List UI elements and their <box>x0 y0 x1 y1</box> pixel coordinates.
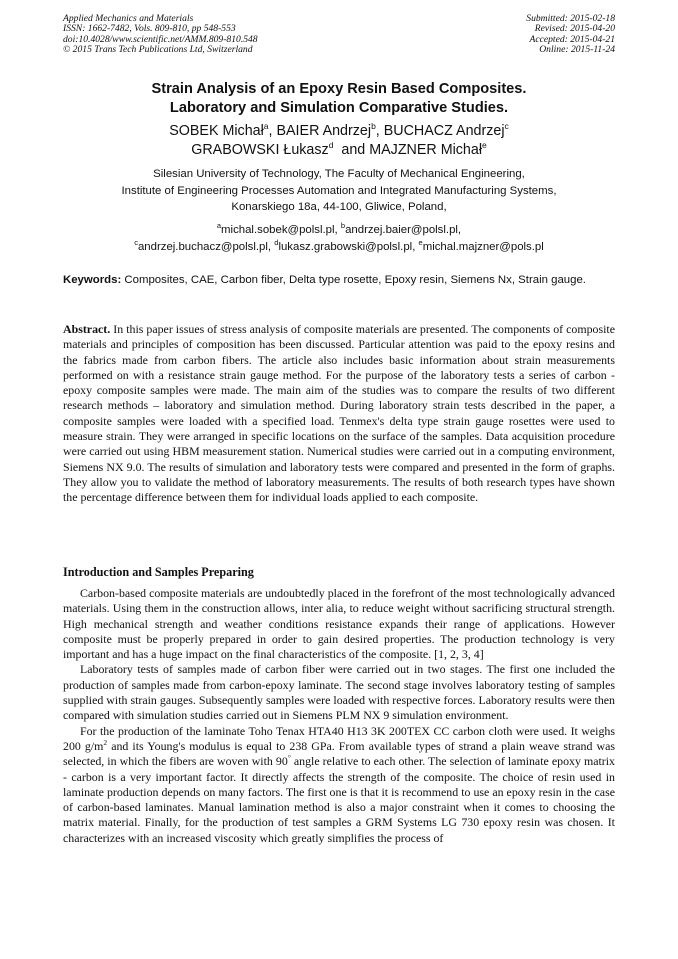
author-mark: c <box>504 121 509 131</box>
title-line-2: Laboratory and Simulation Comparative Studies. <box>169 99 509 116</box>
affiliation <box>40 166 638 216</box>
author-list <box>40 122 638 160</box>
author-mark: b <box>371 121 376 131</box>
section-heading: Introduction and Samples Preparing <box>63 565 254 579</box>
superscript: ° <box>287 753 291 763</box>
author-mark: e <box>482 140 487 150</box>
author-name: MAJZNER Michał <box>369 142 483 158</box>
keywords-label: Keywords: <box>63 274 122 286</box>
author-name: GRABOWSKI Łukasz <box>191 142 329 158</box>
publication-dates <box>526 14 615 56</box>
email-address[interactable]: michal.sobek@polsl.pl, <box>221 224 338 236</box>
email-mark: d <box>274 237 279 247</box>
author-mark: a <box>263 121 269 131</box>
date-revised: Revised: 2015-04-20 <box>534 23 615 35</box>
journal-name: Applied Mechanics and Materials <box>63 13 194 24</box>
email-address[interactable]: andrzej.baier@polsl.pl, <box>345 224 462 236</box>
author-name: BUCHACZ Andrzej <box>383 123 505 139</box>
title-line-1: Strain Analysis of an Epoxy Resin Based Composites. <box>151 81 527 97</box>
author-name: SOBEK Michał <box>169 123 264 139</box>
date-online: Online: 2015-11-24 <box>539 44 615 56</box>
author-emails <box>40 222 638 255</box>
affiliation-line-2: Institute of Engineering Processes Automation and Integrated Manufacturing Systems, <box>121 184 557 197</box>
section-body <box>63 586 615 846</box>
author-conjunction: and <box>341 142 366 158</box>
email-mark: e <box>418 237 423 247</box>
keywords-text: Composites, CAE, Carbon fiber, Delta type rosette, Epoxy resin, Siemens Nx, Strain gauge. <box>124 274 586 286</box>
email-address[interactable]: andrzej.buchacz@polsl.pl, <box>137 240 272 253</box>
author-line-2 <box>40 141 638 160</box>
date-submitted: Submitted: 2015-02-18 <box>526 13 615 24</box>
abstract-text: In this paper issues of stress analysis of composite materials are presented. The components of composite materials and principles of composition has been discussed. Particular attention was paid to the epoxy resins and the fabrics made from carbon fibers. The article also includes basic information about strain measurements performed on with a resistance strain gauge method. For the purpose of the laboratory tests a series of carbon - epoxy composite samples were made. The main aim of the studies was to compare the results of two different research methods – laboratory and simulation method. During laboratory strain tests described in the paper, a composite samples were loaded with a specified load. Tenmex's delta type strain gauge rosettes were used to measure strain. They were arranged in specific locations on the surface of the samples. Data acquisition procedure were carried out using HBM measurement station. Numerical studies were carried out in a computing environment, Siemens NX 9.0. The results of simulation and laboratory tests were compared and presented in the form of graphs. They allow you to validate the method of laboratory measurements. The results of both research types have shown the percentage difference between them for individual loads applied to each composite. <box>63 322 615 505</box>
paragraph: Laboratory tests of samples made of carbon fiber were carried out in two stages. The first one included the production of samples made from carbon-epoxy laminate. The second stage involves laboratory testing of samples supplied with strain gauges. Subsequently samples were loaded with respective forces. Laboratory results were then compared with simulation studies carried out in Siemens PLM NX 9 simulation environment. <box>63 662 615 723</box>
email-line-1 <box>40 222 638 239</box>
paragraph <box>63 724 615 846</box>
email-line-2 <box>40 239 638 256</box>
email-mark: a <box>216 221 222 230</box>
email-address[interactable]: lukasz.grabowski@polsl.pl, <box>278 240 416 253</box>
affiliation-line-1: Silesian University of Technology, The Faculty of Mechanical Engineering, <box>153 168 525 180</box>
abstract-label: Abstract. <box>63 322 111 336</box>
email-mark: c <box>134 237 138 247</box>
abstract <box>63 322 615 506</box>
email-address[interactable]: michal.majzner@pols.pl <box>422 240 544 253</box>
superscript: 2 <box>103 737 108 747</box>
paragraph: Carbon-based composite materials are undoubtedly placed in the forefront of the most technologically advanced materials. Using them in the construction allows, inter alia, to reduce weight without sacrificing structural strength. High mechanical strength and weather conditions resistance expands their range of applications. However composite must be properly prepared in order to gain desired properties. The production technology is very important and has a huge impact on the final characteristics of the composite. [1, 2, 3, 4] <box>63 586 615 662</box>
paragraph-text: angle relative to each other. The selection of laminate epoxy matrix - carbon is a very important factor. It directly affects the strength of the composite. The choice of resin used in laminate production depends on many factors. The first one is that it is recommend to use an epoxy resin in the case of carbon-based laminates. Manual lamination method is also a major constraint when it comes to choosing the matrix material. Finally, for the production of test samples a GRM Systems LG 730 epoxy resin was chosen. It characterizes with an increased viscosity which greatly simplifies the process of <box>63 754 615 845</box>
keywords <box>63 272 615 288</box>
email-mark: b <box>340 221 346 230</box>
affiliation-line-3: Konarskiego 18a, 44-100, Gliwice, Poland, <box>231 201 447 213</box>
author-line-1: SOBEK Michał$^a$, BAIER Andrzej$^b$, BUCHACZ Andrzej$^c$ <box>169 121 509 139</box>
author-mark: d <box>328 140 334 150</box>
paper-title <box>40 80 638 117</box>
paragraph-text: For the production of the laminate Toho Tenax HTA40 H13 3K 200TEX CC carbon cloth were used. It weighs 200 g/m <box>63 723 615 753</box>
journal-issn: ISSN: 1662-7482, Vols. 809-810, pp 548-553 <box>63 23 236 35</box>
journal-copyright: © 2015 Trans Tech Publications Ltd, Switzerland <box>63 44 253 56</box>
author-name: BAIER Andrzej <box>276 123 372 139</box>
paragraph-text: and its Young's modulus is equal to 238 GPa. From available types of strand a plain weave strand was selected, in which the fibers are woven with 90 <box>63 738 615 769</box>
journal-info <box>63 14 258 56</box>
journal-doi: doi:10.4028/www.scientific.net/AMM.809-810.548 <box>63 33 258 45</box>
date-accepted: Accepted: 2015-04-21 <box>529 33 615 45</box>
